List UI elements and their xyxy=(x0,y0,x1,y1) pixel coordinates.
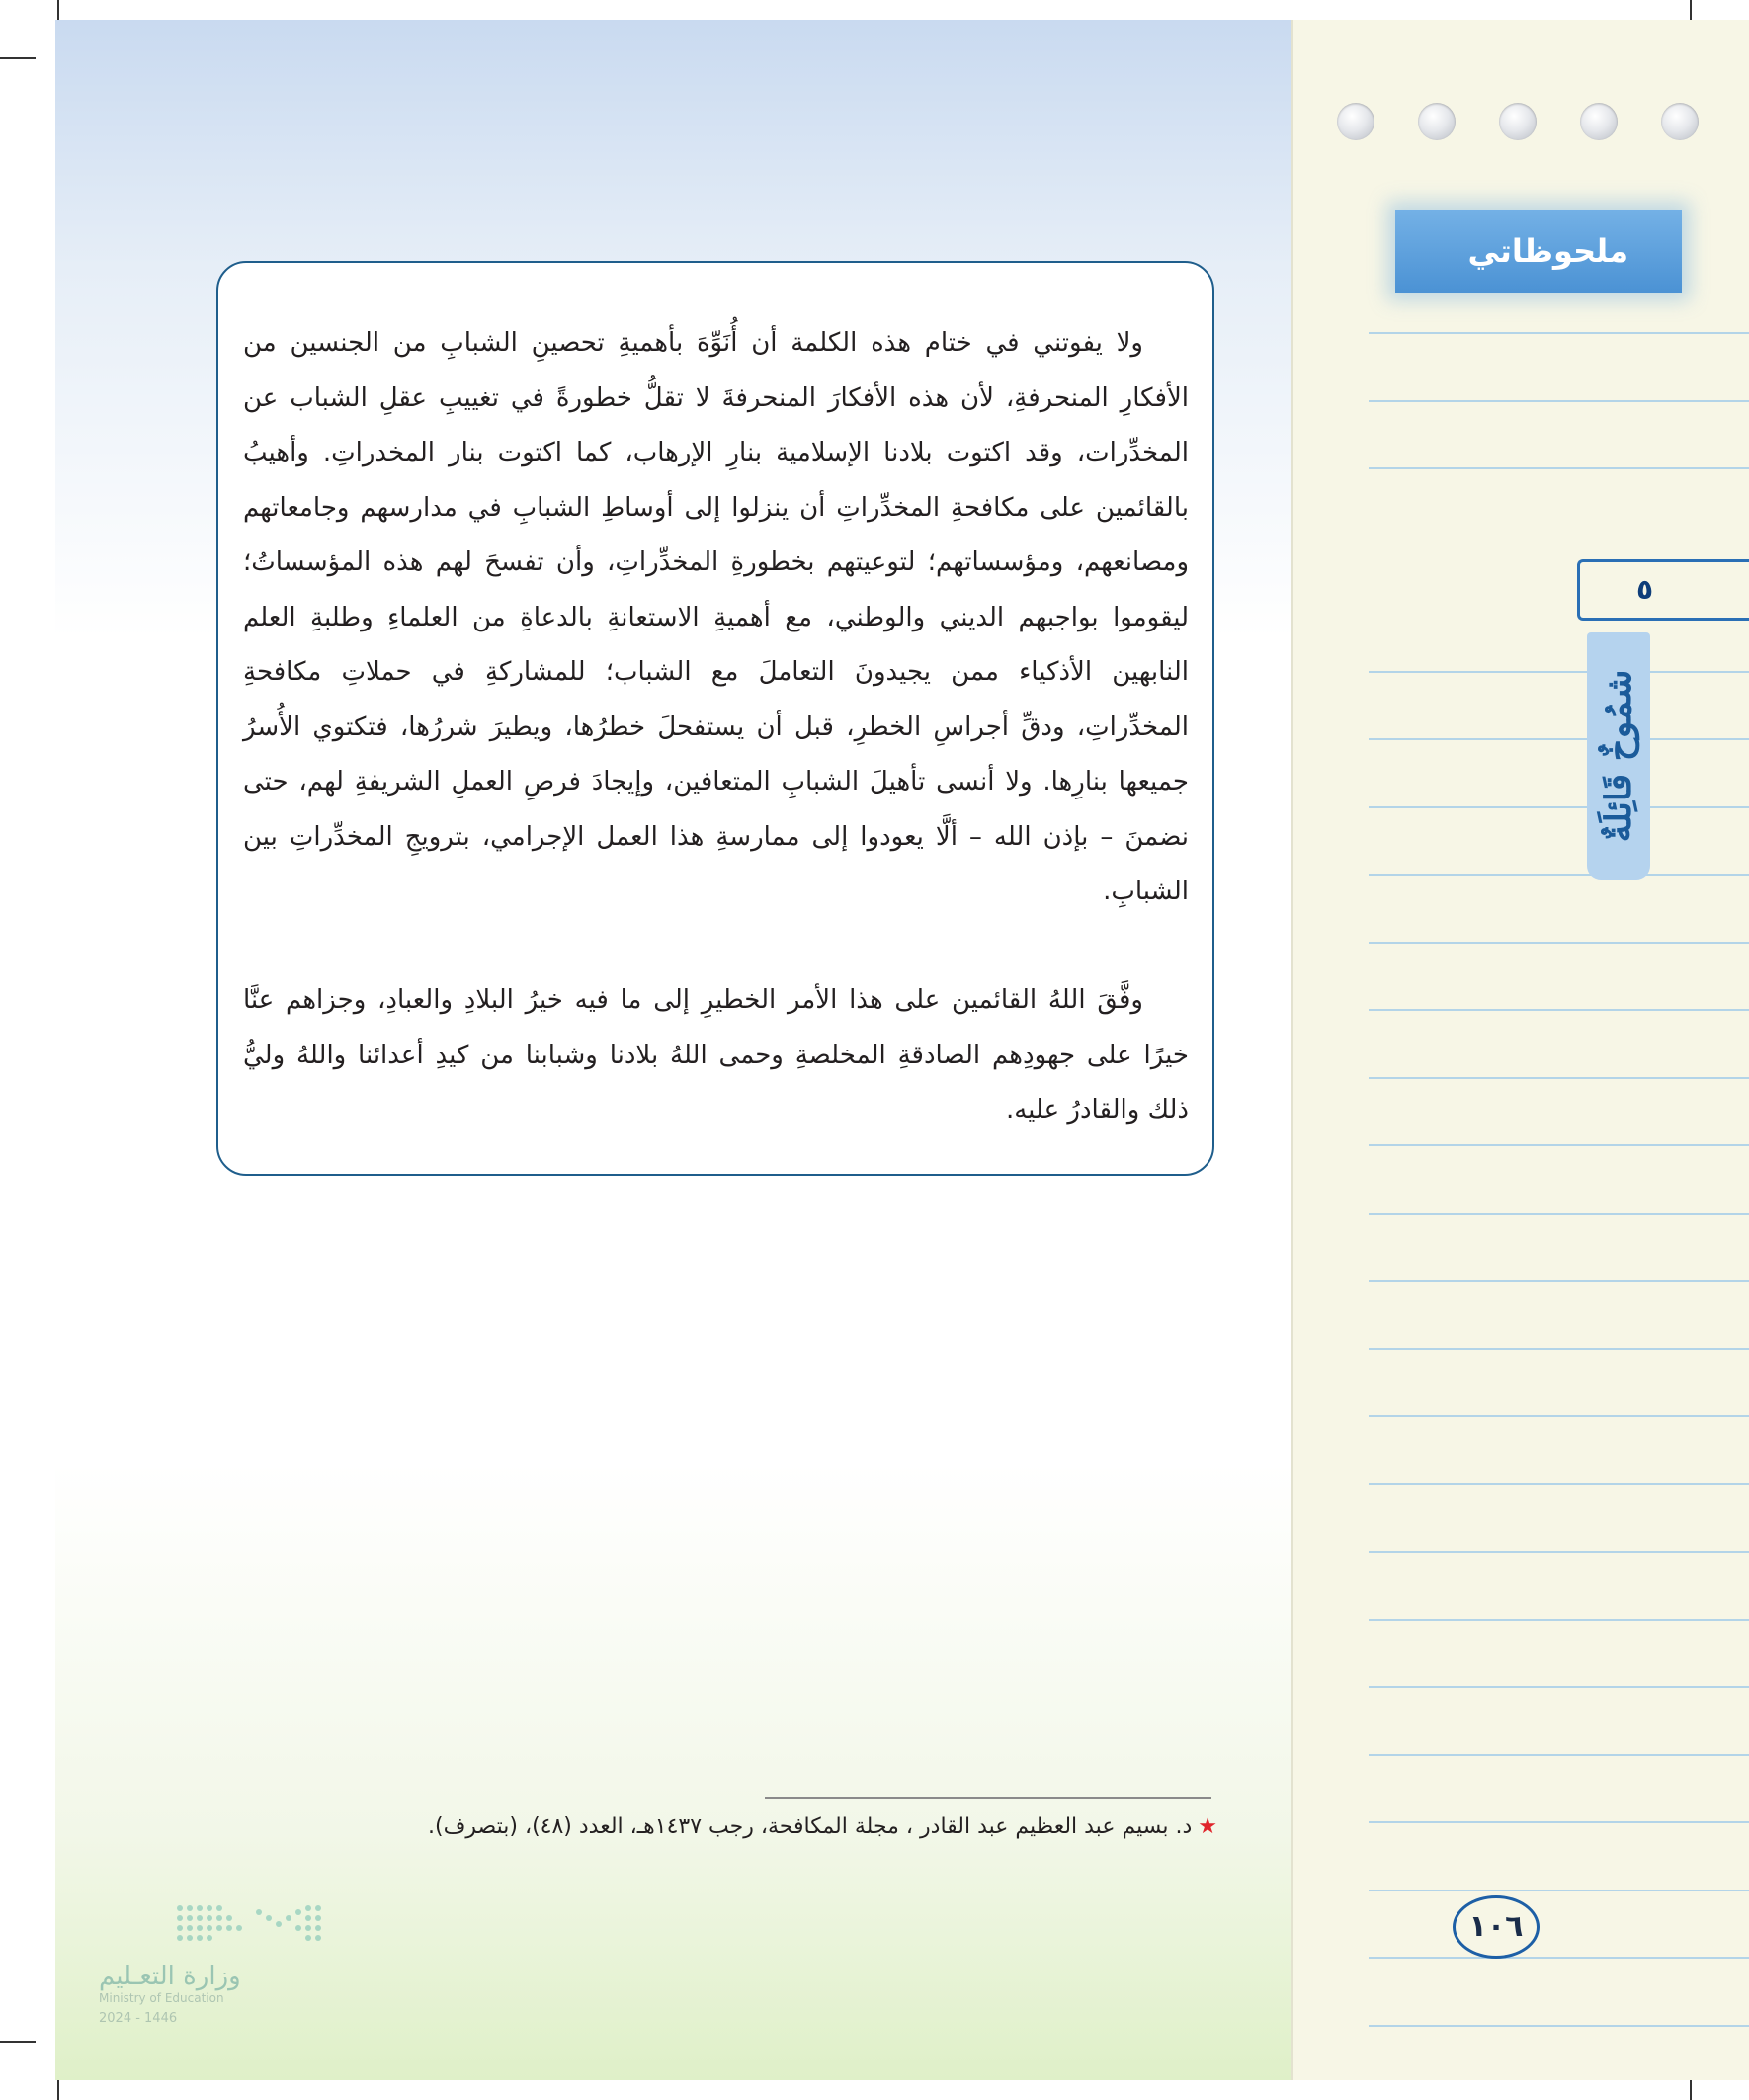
note-line xyxy=(1369,1619,1749,1621)
note-line xyxy=(1369,738,1749,740)
note-line xyxy=(1369,1957,1749,1959)
note-line xyxy=(1369,2025,1749,2027)
note-line xyxy=(1369,671,1749,673)
note-line xyxy=(1369,1348,1749,1350)
note-line xyxy=(1369,1213,1749,1215)
crop-mark xyxy=(0,2041,36,2043)
ministry-logo xyxy=(99,1892,336,2031)
note-line xyxy=(1369,332,1749,334)
crop-mark xyxy=(0,57,36,59)
article-paragraph: ولا يفوتني في ختام هذه الكلمة أن أُنَوِّهَ بأهميةِ تحصينِ الشبابِ من الجنسين من الأفكارِ المنحرفةِ، لأن هذه الأفكارَ المنحرفةَ لا تقلُّ خطورةً في تغييبِ عقلِ الشباب عن المخدِّرات، وقد اكتوت بلادنا الإسلامية بنارِ الإرهاب، كما اكتوت بنار المخدراتِ. وأهيبُ بالقائمين على مكافحةِ المخدِّراتِ أن ينزلوا إلى أوساطِ الشبابِ في مدارسهم وجامعاتهم ومصانعهم، ومؤسساتهم؛ لتوعيتهم بخطورةِ المخدِّراتِ، وأن تفسحَ لهم هذه المؤسساتُ؛ ليقوموا بواجبهم الديني والوطني، مع أهميةِ الاستعانةِ بالدعاةِ من العلماءِ وطلبةِ العلم النابهين الأذكياء ممن يجيدونَ التعاملَ مع الشباب؛ للمشاركةِ في حملاتِ مكافحةِ المخدِّراتِ، ودقِّ أجراسِ الخطرِ، قبل أن يستفحلَ خطرُها، ويطيرَ شررُها، فتكتوي الأُسرُ جميعها بنارِها. ولا أنسى تأهيلَ الشبابِ المتعافين، وإيجادَ فرصِ العملِ الشريفةِ لهم، حتى نضمنَ – بإذن الله – ألَّا يعودوا إلى ممارسةِ هذا العمل الإجرامي، بترويجِ المخدِّراتِ بين الشبابِ. xyxy=(243,328,1189,906)
note-line xyxy=(1369,1077,1749,1079)
logo-year-text: 2024 - 1446 xyxy=(99,2011,178,2026)
note-line xyxy=(1369,806,1749,808)
note-line xyxy=(1369,1890,1749,1891)
footnote-text: د. بسيم عبد العظيم عبد القادر ، مجلة المكافحة، رجب ١٤٣٧هـ، العدد (٤٨)، (بتصرف). xyxy=(428,1814,1193,1839)
note-line xyxy=(1369,1686,1749,1688)
chapter-title-tab xyxy=(1587,632,1650,880)
footnote xyxy=(326,1814,1217,1854)
star-icon: ★ xyxy=(1198,1814,1217,1839)
note-line xyxy=(1369,1144,1749,1146)
binder-ring-icon xyxy=(1418,103,1456,140)
note-line xyxy=(1369,467,1749,469)
logo-english-text: Ministry of Education xyxy=(99,1991,224,2005)
note-line xyxy=(1369,1415,1749,1417)
binder-ring-icon xyxy=(1337,103,1374,140)
note-line xyxy=(1369,942,1749,944)
page-number: ١٠٦ xyxy=(1453,1895,1540,1959)
footnote-divider xyxy=(765,1797,1211,1799)
binder-ring-icon xyxy=(1661,103,1699,140)
note-line xyxy=(1369,1821,1749,1823)
article-paragraph: وفَّقَ اللهُ القائمين على هذا الأمر الخطيرِ إلى ما فيه خيرُ البلادِ والعبادِ، وجزاهم عنَّا خيرًا على جهودِهم الصادقةِ المخلصةِ وحمى اللهُ بلادنا وشبابنا من كيدِ أعدائنا واللهُ وليُّ ذلك والقادرُ عليه. xyxy=(243,985,1189,1125)
note-line xyxy=(1369,1280,1749,1282)
logo-dots-icon xyxy=(170,1900,328,1946)
chapter-title: شمُوخٌ قَائِلَةٌ xyxy=(1598,669,1639,843)
binder-ring-icon xyxy=(1499,103,1537,140)
note-line xyxy=(1369,1754,1749,1756)
logo-arabic-text: وزارة التعـليم xyxy=(99,1962,241,1991)
note-line xyxy=(1369,874,1749,876)
chapter-number: ٥ xyxy=(1577,559,1749,621)
note-line xyxy=(1369,400,1749,402)
binder-ring-icon xyxy=(1580,103,1618,140)
notes-title: ملحوظاتي xyxy=(1395,210,1682,293)
note-line xyxy=(1369,1551,1749,1553)
note-line xyxy=(1369,1483,1749,1485)
note-line xyxy=(1369,1009,1749,1011)
notes-panel xyxy=(1291,20,1749,2080)
